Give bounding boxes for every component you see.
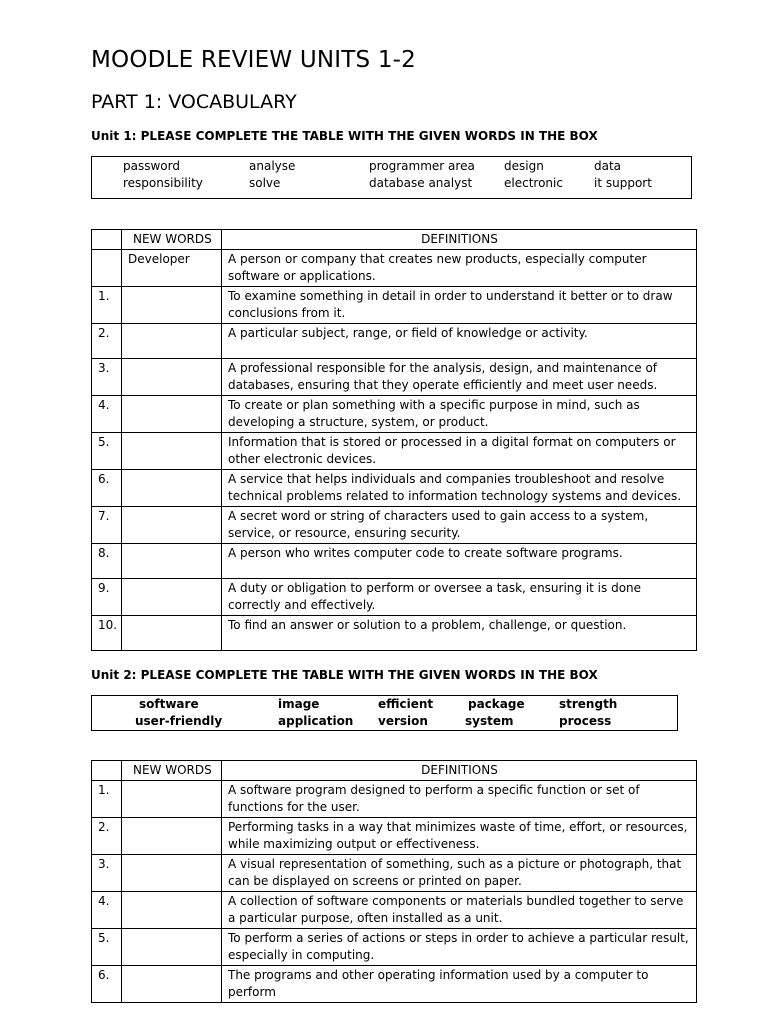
row-number: 6.	[92, 470, 122, 507]
definition-cell: A visual representation of something, such as a picture or photograph, that can be displayed on screens or printed on paper.	[222, 855, 697, 892]
table-row	[92, 359, 697, 396]
new-word-cell[interactable]	[122, 616, 222, 651]
definition-cell: Information that is stored or processed in a digital format on computers or other electronic devices.	[222, 433, 697, 470]
word-box-item: strength	[559, 697, 618, 711]
word-box-item: image	[278, 697, 320, 711]
definition-cell: A person who writes computer code to create software programs.	[222, 544, 697, 579]
unit1-word-box	[91, 156, 692, 199]
definition-cell: A service that helps individuals and companies troubleshoot and resolve technical problems related to information technology systems and devices.	[222, 470, 697, 507]
word-box-item: version	[378, 714, 428, 728]
unit2-instruction: Unit 2: PLEASE COMPLETE THE TABLE WITH THE GIVEN WORDS IN THE BOX	[91, 668, 598, 682]
unit2-vocab-table	[91, 760, 697, 1003]
header-definitions: DEFINITIONS	[222, 230, 697, 250]
word-box-item: system	[465, 714, 514, 728]
row-number: 7.	[92, 507, 122, 544]
new-word-cell[interactable]	[122, 966, 222, 1003]
row-number: 8.	[92, 544, 122, 579]
table-row	[92, 433, 697, 470]
row-number: 2.	[92, 818, 122, 855]
row-number	[92, 250, 122, 287]
word-box-item: application	[278, 714, 354, 728]
word-box-item: design	[504, 159, 544, 173]
table-header-row	[92, 230, 697, 250]
new-word-cell[interactable]	[122, 324, 222, 359]
header-new-words: NEW WORDS	[122, 230, 222, 250]
table-row	[92, 818, 697, 855]
definition-cell: A collection of software components or materials bundled together to serve a particular purpose, often installed as a unit.	[222, 892, 697, 929]
table-row	[92, 966, 697, 1003]
table-row	[92, 929, 697, 966]
definition-cell: Performing tasks in a way that minimizes waste of time, effort, or resources, while maximizing output or effectiveness.	[222, 818, 697, 855]
new-word-cell[interactable]	[122, 818, 222, 855]
word-box-item: it support	[594, 176, 652, 190]
row-number: 4.	[92, 396, 122, 433]
word-box-item: data	[594, 159, 622, 173]
definition-cell: A person or company that creates new products, especially computer software or applications.	[222, 250, 697, 287]
row-number: 5.	[92, 433, 122, 470]
word-box-item: package	[468, 697, 525, 711]
word-box-item: process	[559, 714, 612, 728]
new-word-cell[interactable]	[122, 470, 222, 507]
new-word-cell[interactable]	[122, 892, 222, 929]
table-row	[92, 396, 697, 433]
definition-cell: To perform a series of actions or steps in order to achieve a particular result, especially in computing.	[222, 929, 697, 966]
word-box-item: programmer area	[369, 159, 475, 173]
new-word-cell[interactable]: Developer	[122, 250, 222, 287]
new-word-cell[interactable]	[122, 287, 222, 324]
table-row	[92, 855, 697, 892]
row-number: 6.	[92, 966, 122, 1003]
header-definitions: DEFINITIONS	[222, 761, 697, 781]
table-row	[92, 324, 697, 359]
definition-cell: A duty or obligation to perform or oversee a task, ensuring it is done correctly and effectively.	[222, 579, 697, 616]
table-row	[92, 507, 697, 544]
table-header-row	[92, 761, 697, 781]
word-box-item: password	[123, 159, 180, 173]
unit1-vocab-table	[91, 229, 697, 651]
word-box-item: software	[139, 697, 199, 711]
new-word-cell[interactable]	[122, 359, 222, 396]
table-row	[92, 287, 697, 324]
row-number: 1.	[92, 287, 122, 324]
definition-cell: To create or plan something with a specific purpose in mind, such as developing a structure, system, or product.	[222, 396, 697, 433]
definition-cell: A software program designed to perform a specific function or set of functions for the user.	[222, 781, 697, 818]
definition-cell: A secret word or string of characters used to gain access to a system, service, or resource, ensuring security.	[222, 507, 697, 544]
table-row	[92, 616, 697, 651]
word-box-item: solve	[249, 176, 281, 190]
new-word-cell[interactable]	[122, 929, 222, 966]
new-word-cell[interactable]	[122, 781, 222, 818]
definition-cell: A professional responsible for the analysis, design, and maintenance of databases, ensuring that they operate efficiently and meet user needs.	[222, 359, 697, 396]
row-number: 10.	[92, 616, 122, 651]
document-title: MOODLE REVIEW UNITS 1-2	[91, 47, 416, 73]
new-word-cell[interactable]	[122, 396, 222, 433]
word-box-item: efficient	[378, 697, 434, 711]
header-number	[92, 230, 122, 250]
row-number: 5.	[92, 929, 122, 966]
word-box-item: electronic	[504, 176, 563, 190]
header-number	[92, 761, 122, 781]
row-number: 9.	[92, 579, 122, 616]
new-word-cell[interactable]	[122, 544, 222, 579]
definition-cell: To find an answer or solution to a problem, challenge, or question.	[222, 616, 697, 651]
unit2-word-box	[91, 695, 678, 731]
row-number: 1.	[92, 781, 122, 818]
new-word-cell[interactable]	[122, 433, 222, 470]
word-box-item: analyse	[249, 159, 296, 173]
row-number: 3.	[92, 855, 122, 892]
table-row	[92, 544, 697, 579]
table-row	[92, 470, 697, 507]
table-row	[92, 781, 697, 818]
word-box-item: responsibility	[123, 176, 203, 190]
definition-cell: The programs and other operating information used by a computer to perform	[222, 966, 697, 1003]
unit1-instruction: Unit 1: PLEASE COMPLETE THE TABLE WITH THE GIVEN WORDS IN THE BOX	[91, 129, 598, 143]
word-box-item: user-friendly	[135, 714, 223, 728]
header-new-words: NEW WORDS	[122, 761, 222, 781]
new-word-cell[interactable]	[122, 579, 222, 616]
row-number: 4.	[92, 892, 122, 929]
word-box-item: database analyst	[369, 176, 473, 190]
part-heading: PART 1: VOCABULARY	[91, 91, 297, 113]
definition-cell: To examine something in detail in order to understand it better or to draw conclusions from it.	[222, 287, 697, 324]
table-row	[92, 250, 697, 287]
definition-cell: A particular subject, range, or field of knowledge or activity.	[222, 324, 697, 359]
row-number: 3.	[92, 359, 122, 396]
table-row	[92, 892, 697, 929]
new-word-cell[interactable]	[122, 855, 222, 892]
new-word-cell[interactable]	[122, 507, 222, 544]
row-number: 2.	[92, 324, 122, 359]
table-row	[92, 579, 697, 616]
